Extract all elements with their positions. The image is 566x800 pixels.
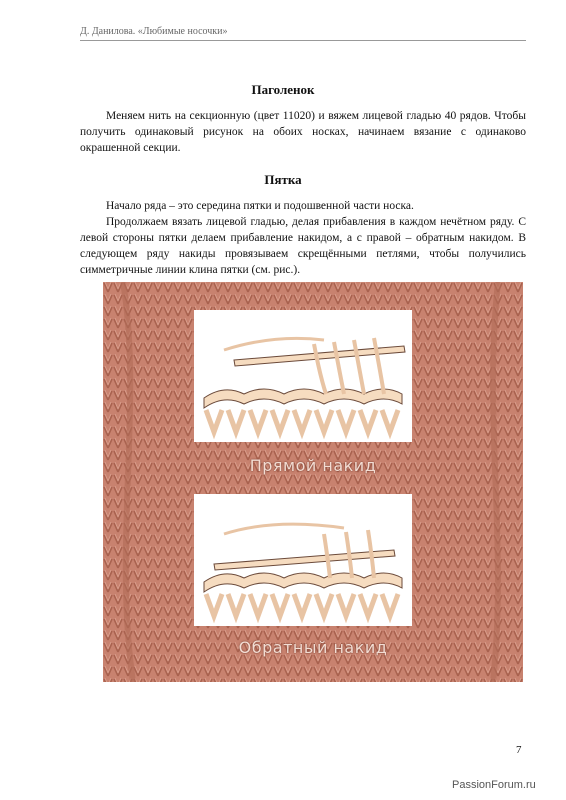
knitting-figure (103, 282, 523, 682)
header-rule (80, 40, 526, 41)
watermark: PassionForum.ru (452, 779, 536, 791)
running-head: Д. Данилова. «Любимые носочки» (80, 26, 228, 37)
paragraph-text: Начало ряда – это середина пятки и подошвенной части носка. (106, 200, 414, 212)
section-paragraphs-pyatka (80, 198, 526, 278)
yarn-over-diagram (194, 310, 412, 442)
diagram-panel-bottom (194, 494, 412, 626)
paragraph-text: Продолжаем вязать лицевой гладью, делая прибавления в каждом нечётном ряду. С левой стороны пятки делаем прибавление накидом, а с правой – обратным накидом. В следующем ряду накиды провязываем скрещёнными петлями, чтобы получились симметричные линии клина пятки (см. рис.). (80, 216, 526, 276)
page-number: 7 (516, 744, 522, 756)
section-title-pagolenok: Паголенок (251, 82, 315, 97)
reverse-yarn-over-diagram (194, 494, 412, 626)
caption-reverse-yarn-over: Обратный накид (238, 638, 388, 657)
diagram-panel-top (194, 310, 412, 442)
section-paragraph-pagolenok (80, 108, 526, 156)
paragraph-text: Меняем нить на секционную (цвет 11020) и вяжем лицевой гладью 40 рядов. Чтобы получить одинаковый рисунок на обоих носках, начинаем вязание с одинаково окрашенной секции. (80, 110, 526, 154)
section-title-pyatka: Пятка (264, 172, 302, 187)
caption-yarn-over: Прямой накид (249, 456, 377, 475)
